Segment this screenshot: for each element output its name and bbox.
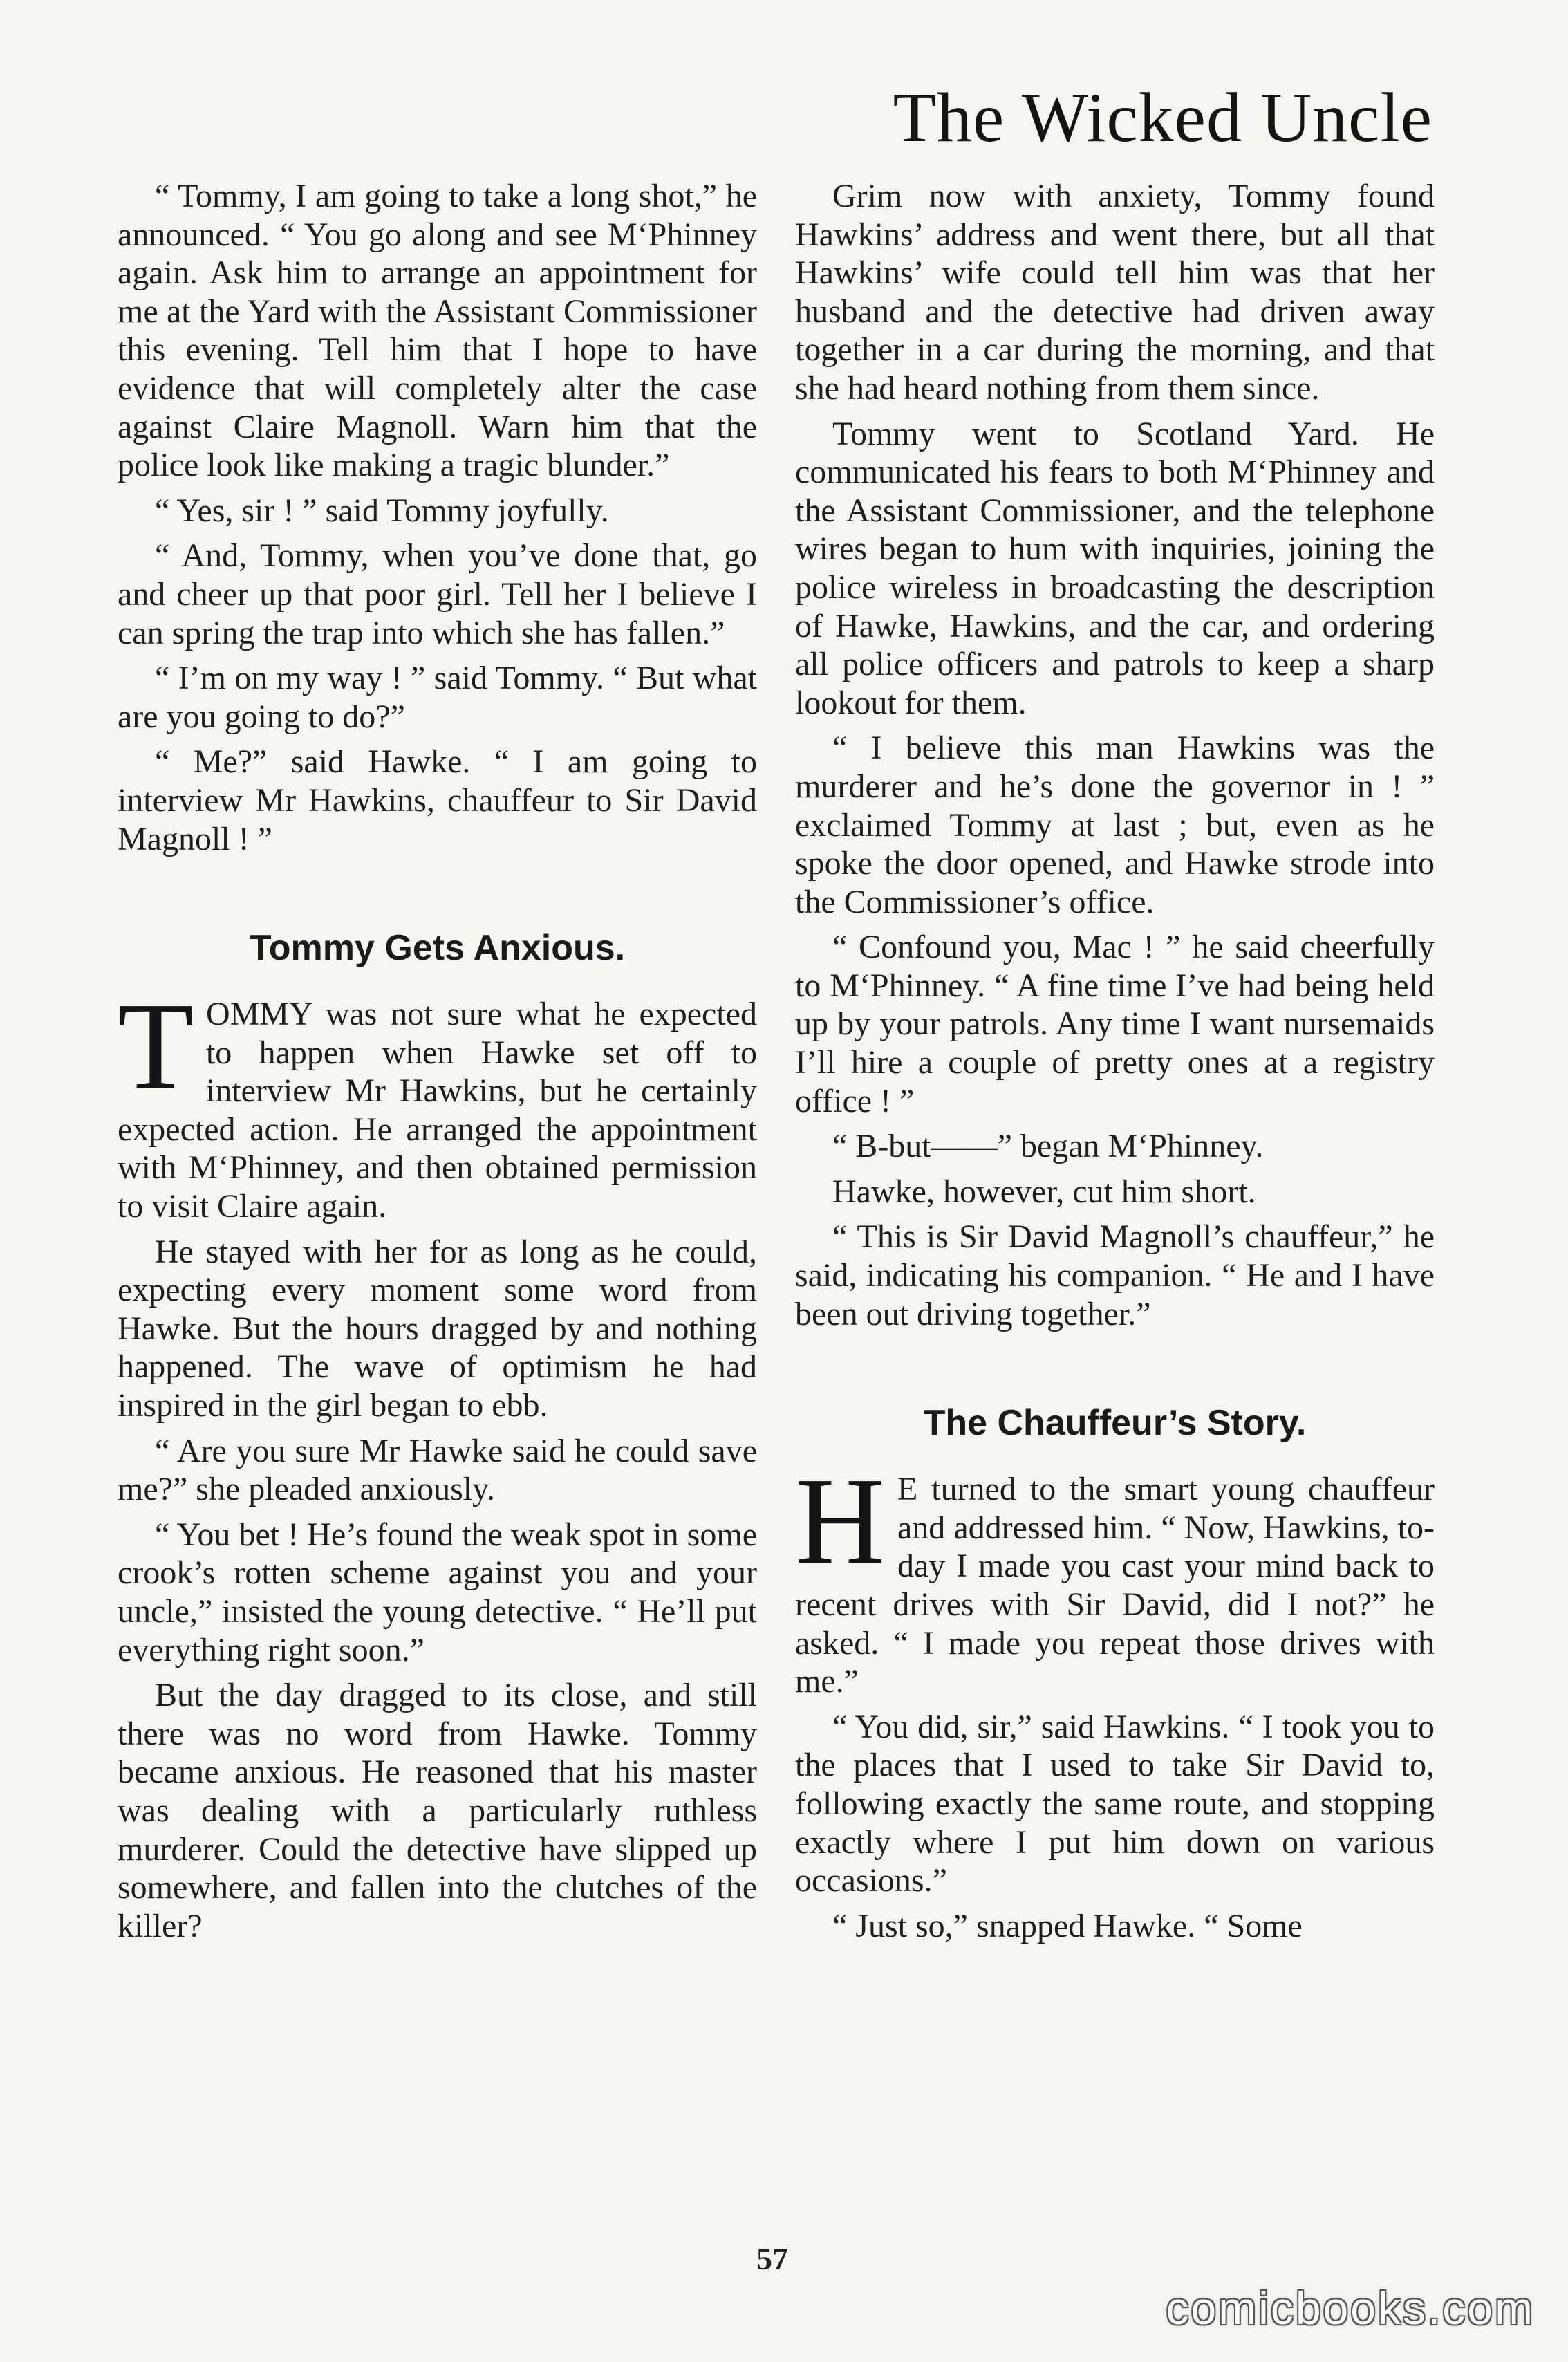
paragraph-text: OMMY was not sure what he expected to happen when Hawke set off to interview Mr Hawkins, but he certainly expected action. He arranged the appointment with M‘Phinney, and then obtained permission to visit Claire again. [118, 996, 757, 1225]
paragraph: “ Just so,” snapped Hawke. “ Some [832, 1907, 1303, 1944]
paragraph: “ Me?” said Hawke. “ I am going to interview Mr Hawkins, chauffeur to Sir David Magnoll ! ” [118, 743, 757, 857]
paragraph: “ Yes, sir ! ” said Tommy joyfully. [155, 492, 609, 529]
paragraph: “ Tommy, I am going to take a long shot,” he announced. “ You go along and see M‘Phinney again. Ask him to arrange an appointment for me at the Yard with the Assistant Commissioner this evening. Tell him that I hope to have evidence that will completely alter the case against Claire Magnoll. Warn him that the police look like making a tragic blunder.” [118, 178, 757, 484]
dropcap-paragraph [795, 1452, 1435, 1701]
dropcap-paragraph [118, 977, 757, 1226]
running-title: The Wicked Uncle [893, 79, 1432, 157]
drop-cap: T [118, 977, 194, 1115]
paragraph: Tommy went to Scotland Yard. He communicated his fears to both M‘Phinney and the Assistant Commissioner, and the telephone wires began to hum with inquiries, joining the police wireless in broadcasting the description of Hawke, Hawkins, and the car, and ordering all police officers and patrols to keep a sharp lookout for them. [795, 415, 1435, 721]
paragraph: “ Are you sure Mr Hawke said he could save me?” she pleaded anxiously. [118, 1432, 757, 1508]
watermark-logo: comicbooks.com [1166, 2282, 1535, 2334]
section-heading: Tommy Gets Anxious. [249, 928, 626, 969]
paragraph: “ You did, sir,” said Hawkins. “ I took you to the places that I used to take Sir David to, following exactly the same route, and stopping exactly where I put him down on various occasions.” [795, 1708, 1435, 1899]
drop-cap: H [795, 1452, 885, 1590]
paragraph: Hawke, however, cut him short. [832, 1173, 1256, 1210]
paragraph-text: E turned to the smart young chauffeur and addressed him. “ Now, Hawkins, to-day I made you cast your mind back to recent drives with Sir David, did I not?” he asked. “ I made you repeat those drives with me.” [795, 1471, 1435, 1700]
section-heading: The Chauffeur’s Story. [923, 1403, 1307, 1444]
right-column [795, 177, 1435, 1952]
paragraph: “ I believe this man Hawkins was the murderer and he’s done the governor in ! ” exclaimed Tommy at last ; but, even as he spoke the door opened, and Hawke strode into the Commissioner’s office. [795, 729, 1435, 920]
left-column [118, 177, 757, 1952]
page-number: 57 [756, 2241, 788, 2276]
paragraph: “ And, Tommy, when you’ve done that, go and cheer up that poor girl. Tell her I believe I can spring the trap into which she has fallen.” [118, 537, 757, 651]
paragraph: He stayed with her for as long as he could, expecting every moment some word from Hawke. But the hours dragged by and nothing happened. The wave of optimism he had inspired in the girl began to ebb. [118, 1233, 757, 1424]
paragraph: Grim now with anxiety, Tommy found Hawkins’ address and went there, but all that Hawkins’ wife could tell him was that her husband and the detective had driven away together in a car during the morning, and that she had heard nothing from them since. [795, 178, 1435, 407]
paragraph: But the day dragged to its close, and still there was no word from Hawke. Tommy became anxious. He reasoned that his master was dealing with a particularly ruthless murderer. Could the detective have slipped up somewhere, and fallen into the clutches of the killer? [118, 1677, 757, 1944]
paragraph: “ B-but——” began M‘Phinney. [832, 1128, 1264, 1165]
paragraph: “ This is Sir David Magnoll’s chauffeur,” he said, indicating his companion. “ He and I have been out driving together.” [795, 1218, 1435, 1332]
paragraph: “ I’m on my way ! ” said Tommy. “ But what are you going to do?” [118, 660, 757, 735]
paragraph: “ You bet ! He’s found the weak spot in some crook’s rotten scheme against you and your uncle,” insisted the young detective. “ He’ll put everything right soon.” [118, 1516, 757, 1668]
paragraph: “ Confound you, Mac ! ” he said cheerfully to M‘Phinney. “ A fine time I’ve had being held up by your patrols. Any time I want nursemaids I’ll hire a couple of pretty ones at a registry office ! ” [795, 929, 1435, 1119]
